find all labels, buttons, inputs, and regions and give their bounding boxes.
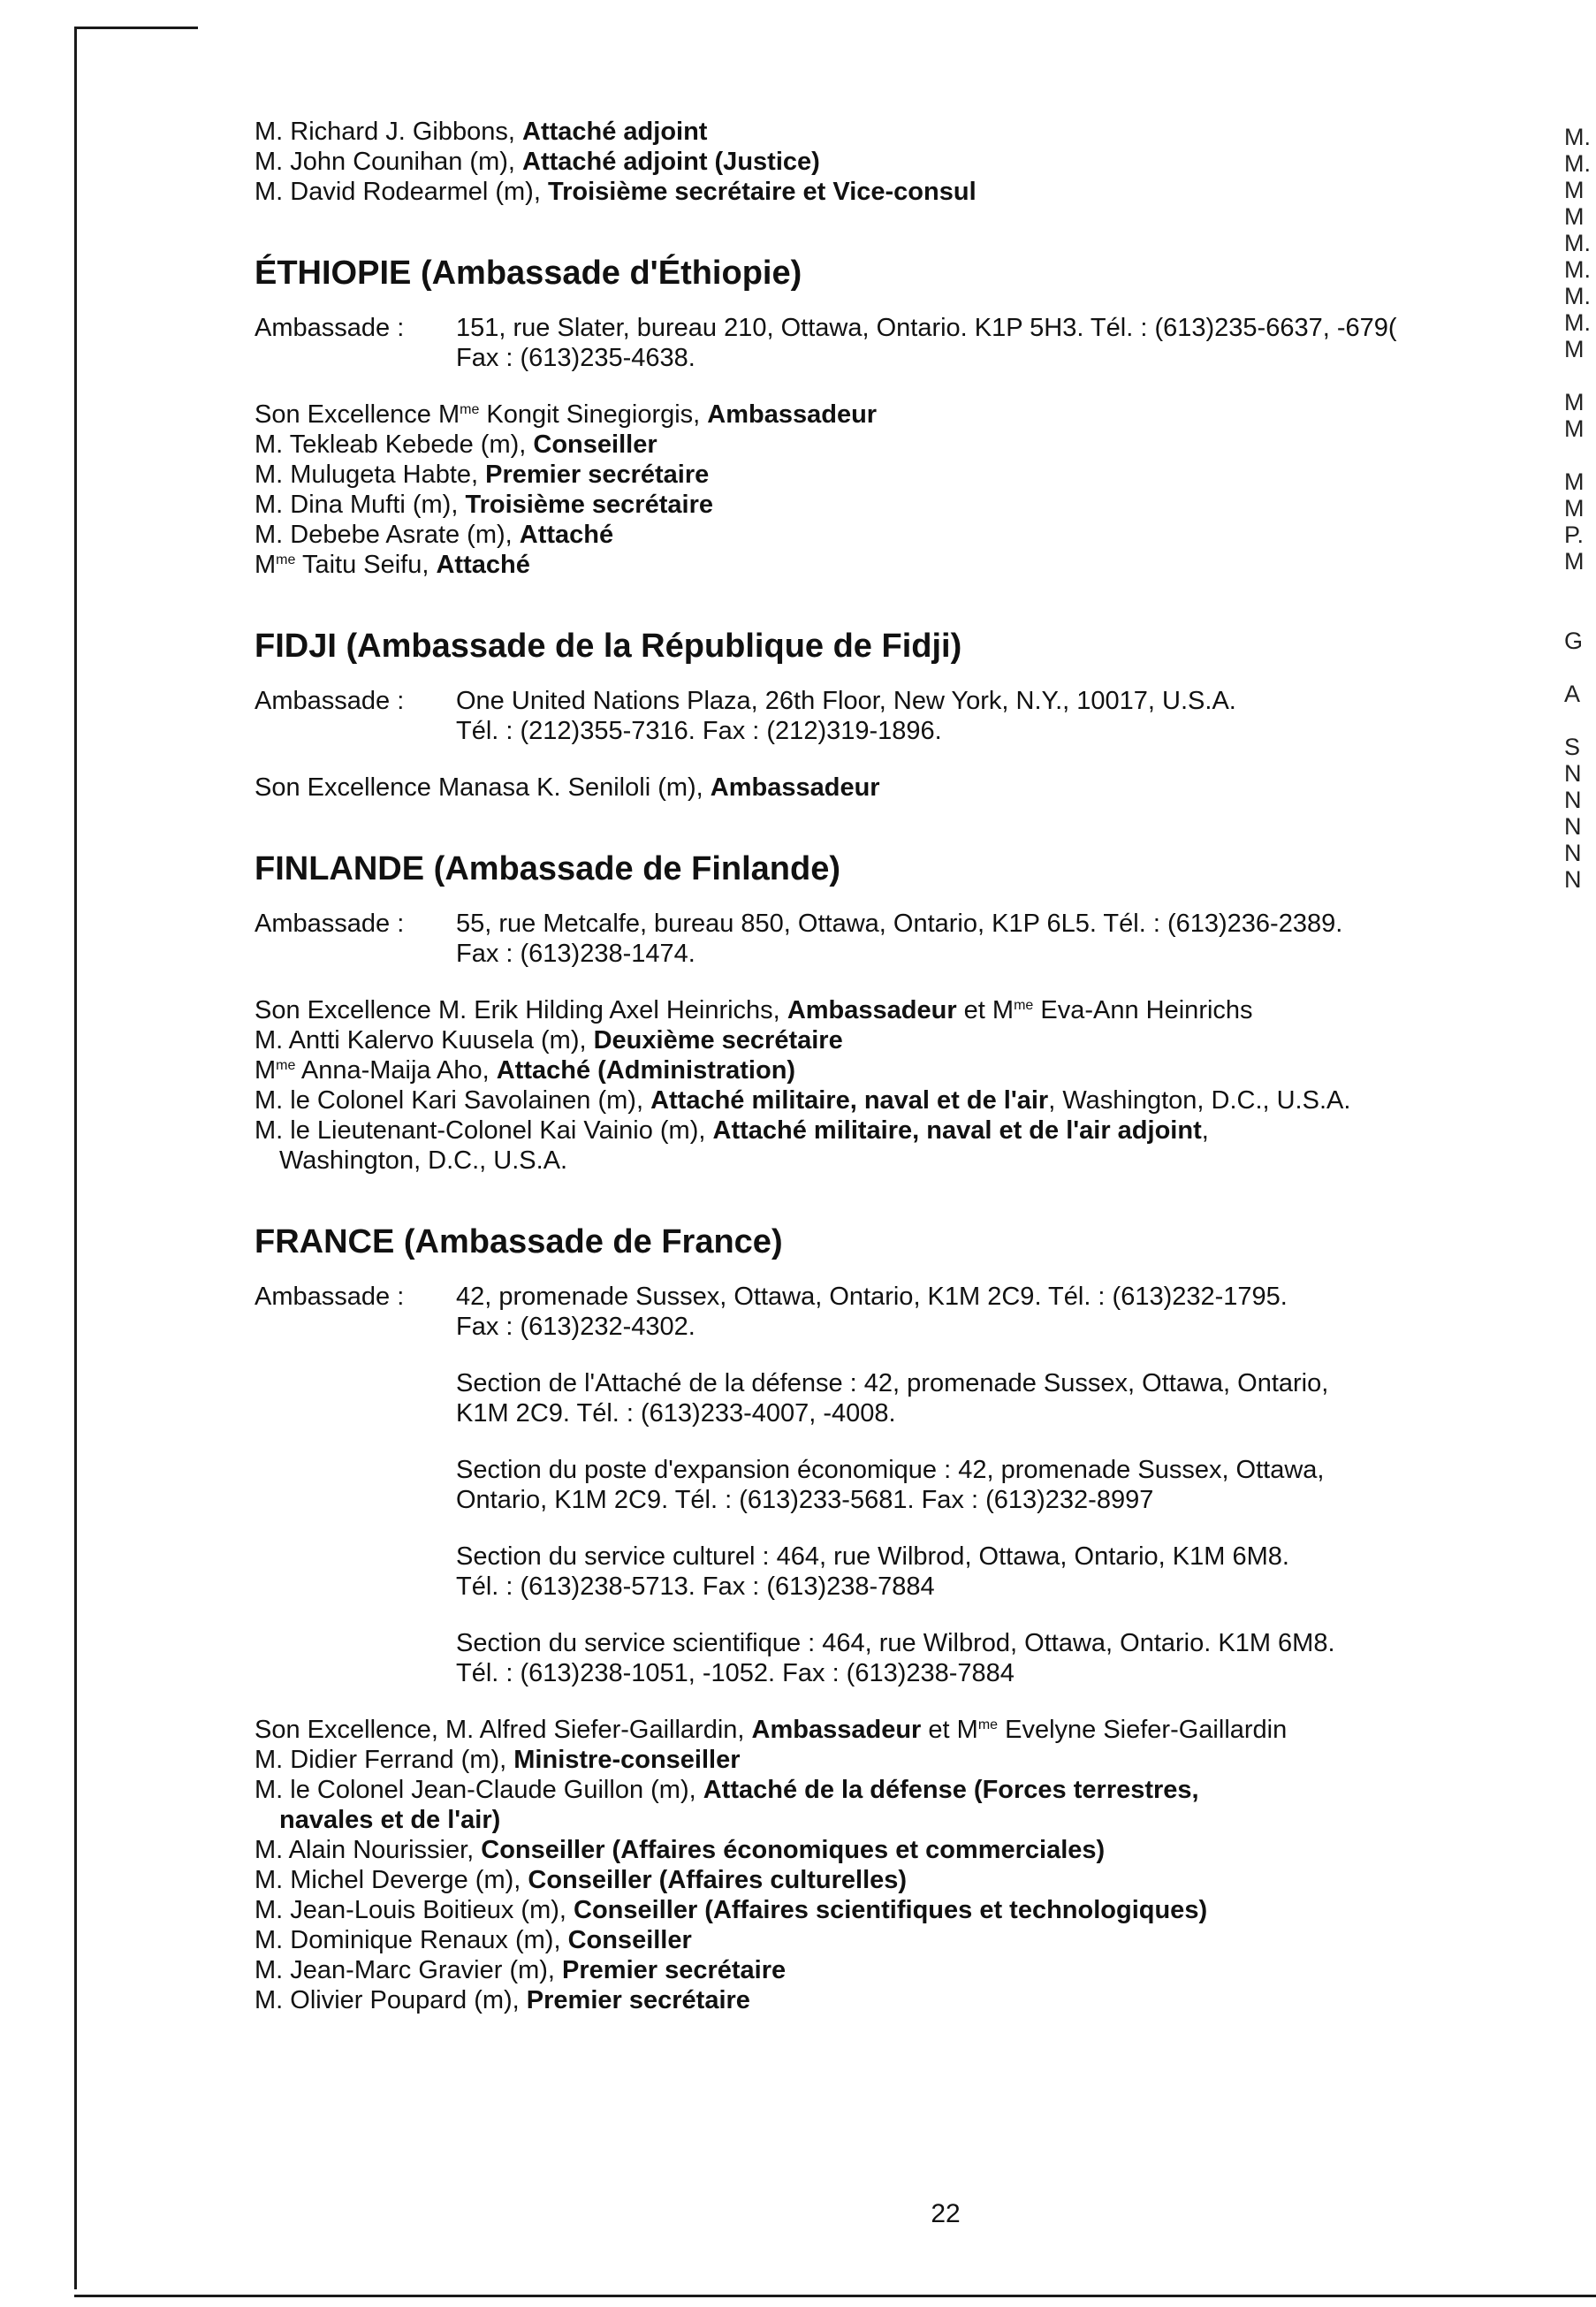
edge-fragment-text: P. [1564, 522, 1585, 548]
edge-fragment-text: M. [1564, 256, 1591, 283]
edge-fragment-text: M [1564, 495, 1585, 522]
staff-line: M. le Colonel Jean-Claude Guillon (m), Attaché de la défense (Forces terrestres, [255, 1776, 1199, 1804]
edge-fragment-text: M [1564, 389, 1585, 415]
staff-line: M. Didier Ferrand (m), Ministre-conseiller [255, 1746, 741, 1774]
embassy-address: Ambassade : 55, rue Metcalfe, bureau 850, Ottawa, Ontario, K1P 6L5. Tél. : (613)236-2389. Fax : (613)238-1474. [255, 910, 1343, 968]
embassy-section-cultural: Section du service culturel : 464, rue Wilbrod, Ottawa, Ontario, K1M 6M8. Tél. : (613)238-5713. Fax : (613)238-7884 [456, 1542, 1289, 1601]
staff-line: Son Excellence Manasa K. Seniloli (m), Ambassadeur [255, 773, 880, 802]
embassy-section-economic: Section du poste d'expansion économique : 42, promenade Sussex, Ottawa, Ontario, K1M 2C9. Tél. : (613)233-5681. Fax : (613)232-8997 [456, 1456, 1325, 1514]
staff-line: M. le Lieutenant-Colonel Kai Vainio (m), Attaché militaire, naval et de l'air adjoint, [255, 1116, 1209, 1145]
embassy-section-defense: Section de l'Attaché de la défense : 42, promenade Sussex, Ottawa, Ontario, K1M 2C9. Tél. : (613)233-4007, -4008. [456, 1369, 1329, 1428]
country-section-finlande [255, 849, 1554, 1176]
edge-fragment-text: M. [1564, 124, 1591, 150]
edge-fragment-text [1564, 601, 1596, 628]
staff-line: M. Dina Mufti (m), Troisième secrétaire [255, 491, 713, 519]
staff-line: $M^{me}$ Anna-Maija Aho, Attaché (Administration) [255, 1056, 796, 1085]
staff-line-continuation: Washington, D.C., U.S.A. [279, 1146, 568, 1175]
staff-list [255, 995, 1554, 1176]
country-section-ethiopie [255, 253, 1554, 580]
ambassador-line: Son Excellence M. Erik Hilding Axel Heinrichs, Ambassadeur et $M^{me}$ Eva-Ann Heinrichs [255, 996, 1253, 1024]
edge-fragment-text: N [1564, 813, 1582, 840]
staff-line: M. Antti Kalervo Kuusela (m), Deuxième secrétaire [255, 1026, 843, 1055]
staff-line: M. John Counihan (m), Attaché adjoint (Justice) [255, 148, 820, 176]
continuation-list [255, 117, 1554, 207]
edge-fragment-text: M [1564, 336, 1585, 362]
staff-line: M. Michel Deverge (m), Conseiller (Affaires culturelles) [255, 1866, 908, 1894]
edge-fragment-text: M. [1564, 150, 1591, 177]
staff-line: M. Jean-Marc Gravier (m), Premier secrétaire [255, 1956, 787, 1984]
edge-fragment-text: N [1564, 760, 1582, 787]
edge-fragment-text: M. [1564, 283, 1591, 309]
country-heading: FINLANDE (Ambassade de Finlande) [255, 850, 840, 887]
country-heading: FIDJI (Ambassade de la République de Fidji) [255, 628, 962, 665]
staff-line: M. Debebe Asrate (m), Attaché [255, 521, 614, 549]
edge-fragment-text: N [1564, 866, 1582, 893]
edge-fragment-text: N [1564, 787, 1582, 813]
embassy-address: Ambassade : 42, promenade Sussex, Ottawa, Ontario, K1M 2C9. Tél. : (613)232-1795. Fax : (613)232-4302. [255, 1283, 1288, 1341]
staff-line: M. Tekleab Kebede (m), Conseiller [255, 430, 657, 459]
edge-fragment-text: S [1564, 734, 1581, 760]
edge-fragment-text: M [1564, 468, 1585, 495]
staff-line: M. Jean-Louis Boitieux (m), Conseiller (Affaires scientifiques et technologiques) [255, 1896, 1208, 1924]
staff-line: M. David Rodearmel (m), Troisième secrétaire et Vice-consul [255, 178, 977, 206]
staff-list [255, 400, 1554, 580]
edge-fragment-text: M [1564, 203, 1585, 230]
country-heading: ÉTHIOPIE (Ambassade d'Éthiopie) [255, 255, 802, 292]
page-number: 22 [931, 2199, 961, 2228]
staff-line: M. Richard J. Gibbons, Attaché adjoint [255, 118, 708, 146]
staff-line: M. Mulugeta Habte, Premier secrétaire [255, 461, 710, 489]
edge-fragment-text: M. [1564, 309, 1591, 336]
staff-line-continuation: navales et de l'air) [279, 1806, 501, 1834]
edge-fragment-text [1564, 575, 1596, 601]
embassy-address: Ambassade : One United Nations Plaza, 26th Floor, New York, N.Y., 10017, U.S.A. Tél. : (212)355-7316. Fax : (212)319-1896. [255, 687, 1236, 745]
page-edge-top [74, 27, 198, 29]
edge-fragment-text [1564, 707, 1596, 734]
edge-fragment-text: M. [1564, 230, 1591, 256]
edge-fragment-text [1564, 442, 1596, 468]
edge-fragment-text: G [1564, 628, 1584, 654]
staff-line: M. Dominique Renaux (m), Conseiller [255, 1926, 692, 1954]
staff-list [255, 1715, 1554, 2015]
staff-line: M. Olivier Poupard (m), Premier secrétaire [255, 1986, 750, 2014]
country-section-france [255, 1222, 1554, 2015]
country-heading: FRANCE (Ambassade de France) [255, 1223, 783, 1260]
staff-line: $M^{me}$ Taitu Seifu, Attaché [255, 551, 530, 579]
edge-fragment-text: M [1564, 415, 1585, 442]
edge-fragment-text: A [1564, 681, 1581, 707]
country-section-fidji [255, 626, 1554, 803]
edge-fragment-text [1564, 362, 1596, 389]
edge-fragment-text [1564, 654, 1596, 681]
document-body [255, 117, 1554, 2015]
edge-fragment-text: M [1564, 177, 1585, 203]
edge-fragment-text: M [1564, 548, 1585, 575]
ambassador-line: Son Excellence, M. Alfred Siefer-Gaillardin, Ambassadeur et $M^{me}$ Evelyne Siefer-Gaillardin [255, 1716, 1288, 1744]
adjacent-page-fragment [1564, 124, 1596, 1450]
embassy-section-scientific: Section du service scientifique : 464, rue Wilbrod, Ottawa, Ontario. K1M 6M8. Tél. : (613)238-1051, -1052. Fax : (613)238-7884 [456, 1629, 1335, 1687]
page-edge-bottom [74, 2295, 1596, 2297]
embassy-address: Ambassade : 151, rue Slater, bureau 210, Ottawa, Ontario. K1P 5H3. Tél. : (613)235-6637, -679( Fax : (613)235-4638. [255, 314, 1397, 372]
edge-fragment-text: N [1564, 840, 1582, 866]
staff-line: Son Excellence $M^{me}$ Kongit Sinegiorgis, Ambassadeur [255, 400, 878, 429]
staff-line: M. Alain Nourissier, Conseiller (Affaires économiques et commerciales) [255, 1836, 1106, 1864]
page-edge-left [74, 27, 77, 2289]
staff-line: M. le Colonel Kari Savolainen (m), Attaché militaire, naval et de l'air, Washington, D.C., U.S.A. [255, 1086, 1351, 1115]
